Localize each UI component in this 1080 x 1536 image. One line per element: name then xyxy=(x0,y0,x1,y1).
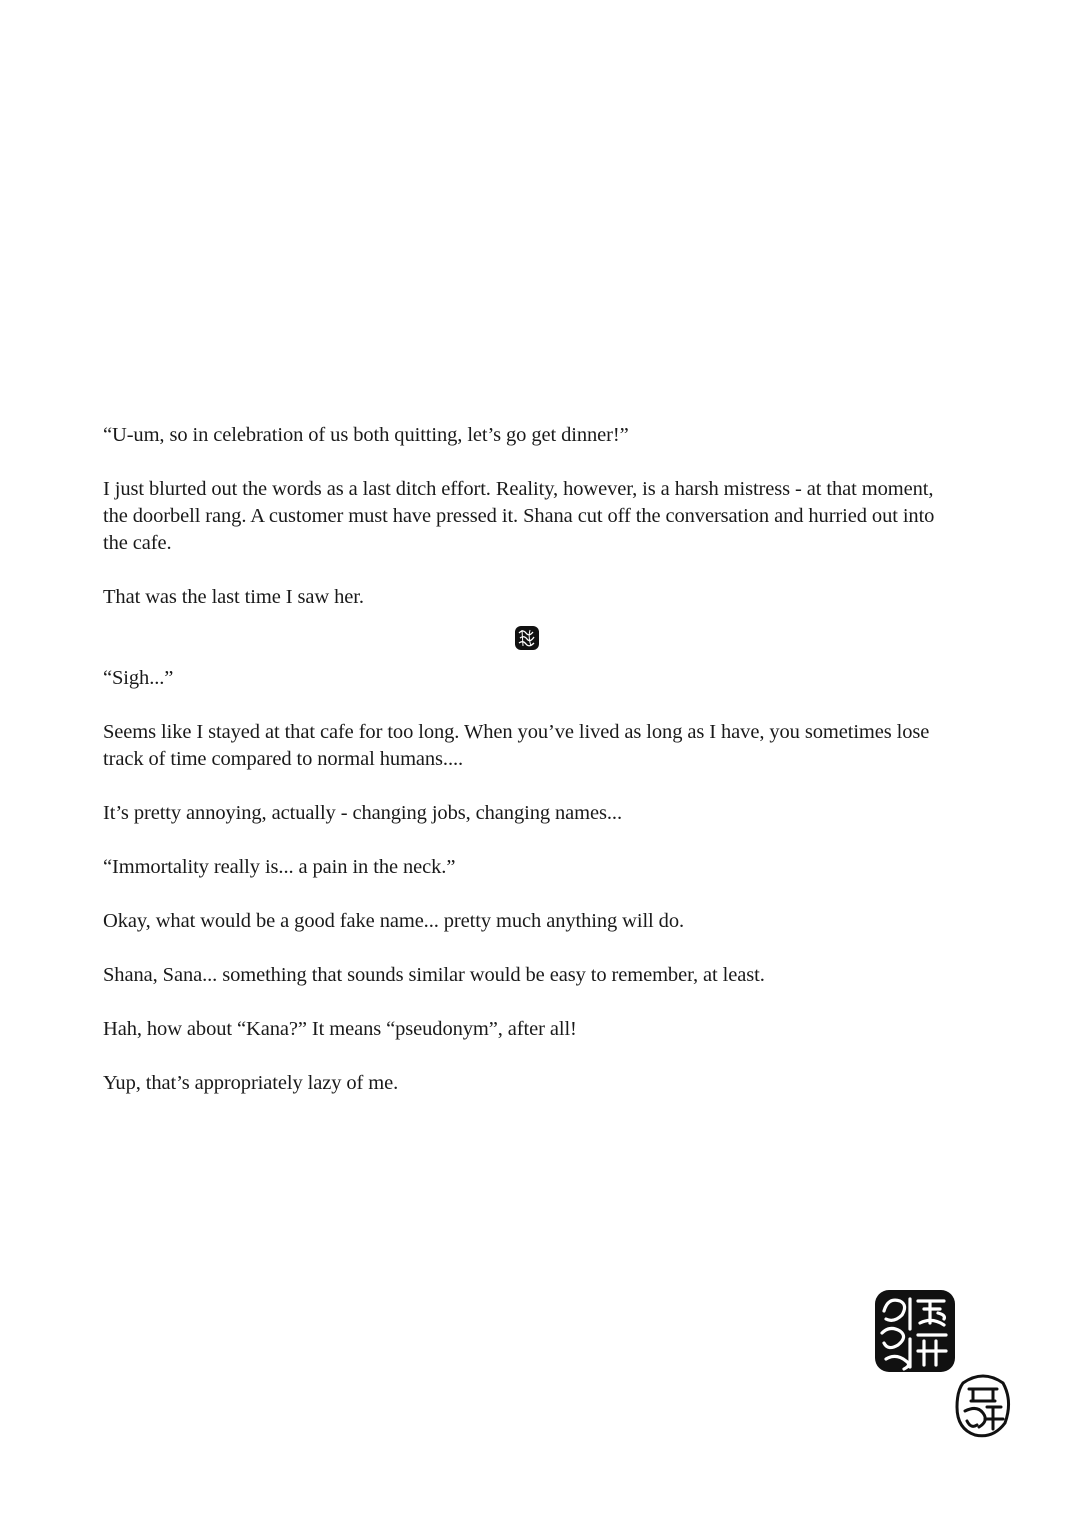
paragraph: I just blurted out the words as a last ditch effort. Reality, however, is a harsh mistress - at that moment, the doorbell rang. A customer must have pressed it. Shana cut off the conversation and hurried out into the cafe. xyxy=(103,478,935,554)
paragraph: “Sigh...” xyxy=(103,667,174,689)
square-seal-stamp-icon xyxy=(874,1289,956,1373)
paragraph: Hah, how about “Kana?” It means “pseudonym”, after all! xyxy=(103,1018,577,1040)
paragraph: Shana, Sana... something that sounds similar would be easy to remember, at least. xyxy=(103,964,765,986)
paragraph: Yup, that’s appropriately lazy of me. xyxy=(103,1072,399,1094)
paragraph: That was the last time I saw her. xyxy=(103,586,364,608)
paragraph: “U-um, so in celebration of us both quitting, let’s go get dinner!” xyxy=(103,424,629,446)
round-seal-stamp-icon xyxy=(953,1371,1013,1439)
story-text xyxy=(103,422,963,1124)
paragraph: “Immortality really is... a pain in the neck.” xyxy=(103,856,456,878)
paragraph: Seems like I stayed at that cafe for too long. When you’ve lived as long as I have, you sometimes lose track of time compared to normal humans.... xyxy=(103,721,930,770)
paragraph: It’s pretty annoying, actually - changing jobs, changing names... xyxy=(103,802,622,824)
seal-ornament-icon xyxy=(514,625,540,651)
paragraph: Okay, what would be a good fake name... pretty much anything will do. xyxy=(103,910,685,932)
